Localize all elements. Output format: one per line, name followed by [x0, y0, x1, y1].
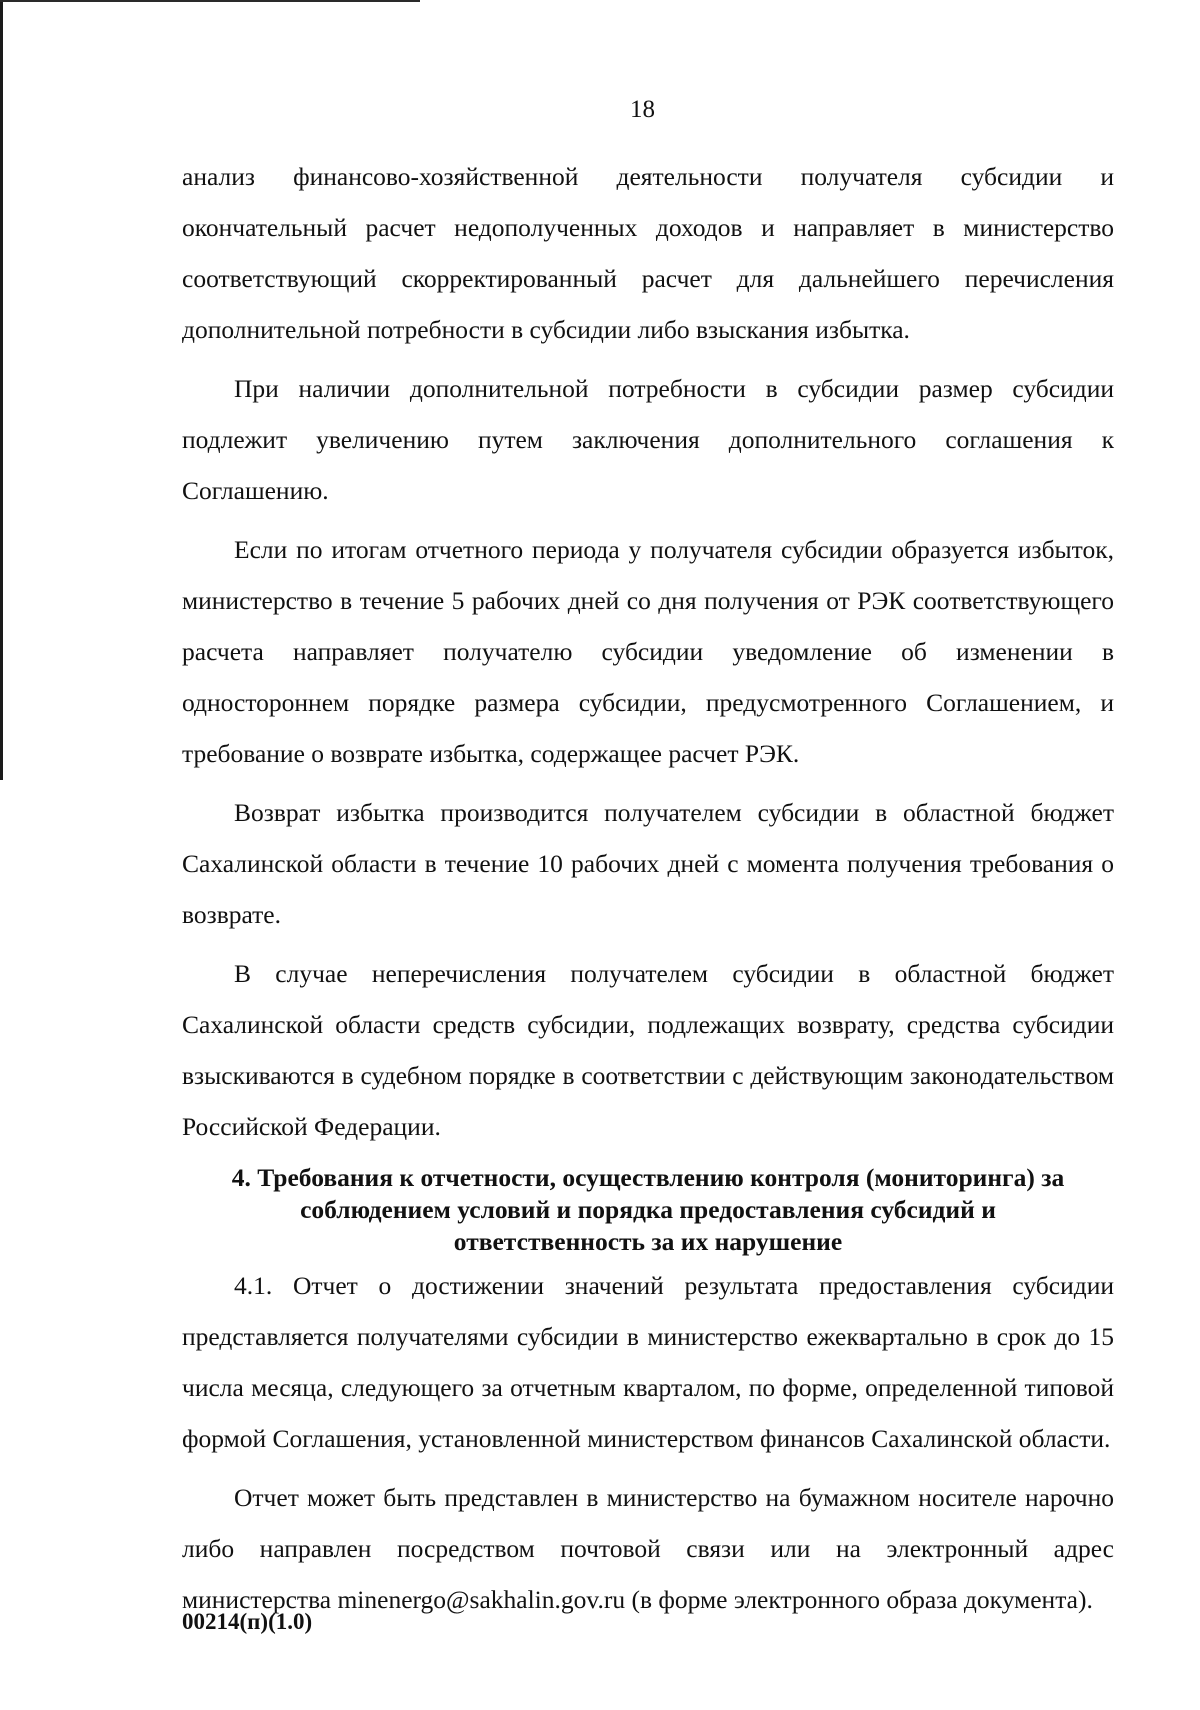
section-heading: 4. Требования к отчетности, осуществлению контроля (мониторинга) за соблюдением условий и порядка предоставления субсидий и ответственность за их нарушение	[231, 1163, 1065, 1256]
paragraph-surplus: Если по итогам отчетного периода у получателя субсидии образуется избыток, министерство в течение 5 рабочих дней со дня получения от РЭК соответствующего расчета направляет получателю субсидии уведомление об изменении в одностороннем порядке размера субсидии, предусмотренного Соглашением, и требование о возврате избытка, содержащее расчет РЭК.	[182, 535, 1114, 768]
paragraph-surplus-return: Возврат избытка производится получателем субсидии в областной бюджет Сахалинской области в течение 10 рабочих дней с момента получения требования о возврате.	[182, 798, 1114, 929]
paragraph-calculation: анализ финансово-хозяйственной деятельности получателя субсидии и окончательный расчет недополученных доходов и направляет в министерство соответствующий скорректированный расчет для дальнейшего перечисления дополнительной потребности в субсидии либо взыскания избытка.	[182, 162, 1114, 344]
paragraph-report-submission: Отчет может быть представлен в министерство на бумажном носителе нарочно либо направлен посредством почтовой связи или на электронный адрес министерства minenergo@sakhalin.gov.ru (в форме электронного образа документа).	[182, 1483, 1114, 1614]
paragraph-additional-need: При наличии дополнительной потребности в субсидии размер субсидии подлежит увеличению путем заключения дополнительного соглашения к Соглашению.	[182, 374, 1114, 505]
page-number: 18	[630, 96, 655, 123]
document-code: 00214(п)(1.0)	[182, 1609, 313, 1634]
scan-edge-top	[0, 0, 420, 2]
paragraph-report-4-1: 4.1. Отчет о достижении значений результата предоставления субсидии представляется получателями субсидии в министерство ежеквартально в срок до 15 числа месяца, следующего за отчетным кварталом, по форме, определенной типовой формой Соглашения, установленной министерством финансов Сахалинской области.	[182, 1271, 1114, 1453]
document-body	[182, 151, 1114, 1625]
paragraph-court-recovery: В случае неперечисления получателем субсидии в областной бюджет Сахалинской области средств субсидии, подлежащих возврату, средства субсидии взыскиваются в судебном порядке в соответствии с действующим законодательством Российской Федерации.	[182, 959, 1114, 1141]
